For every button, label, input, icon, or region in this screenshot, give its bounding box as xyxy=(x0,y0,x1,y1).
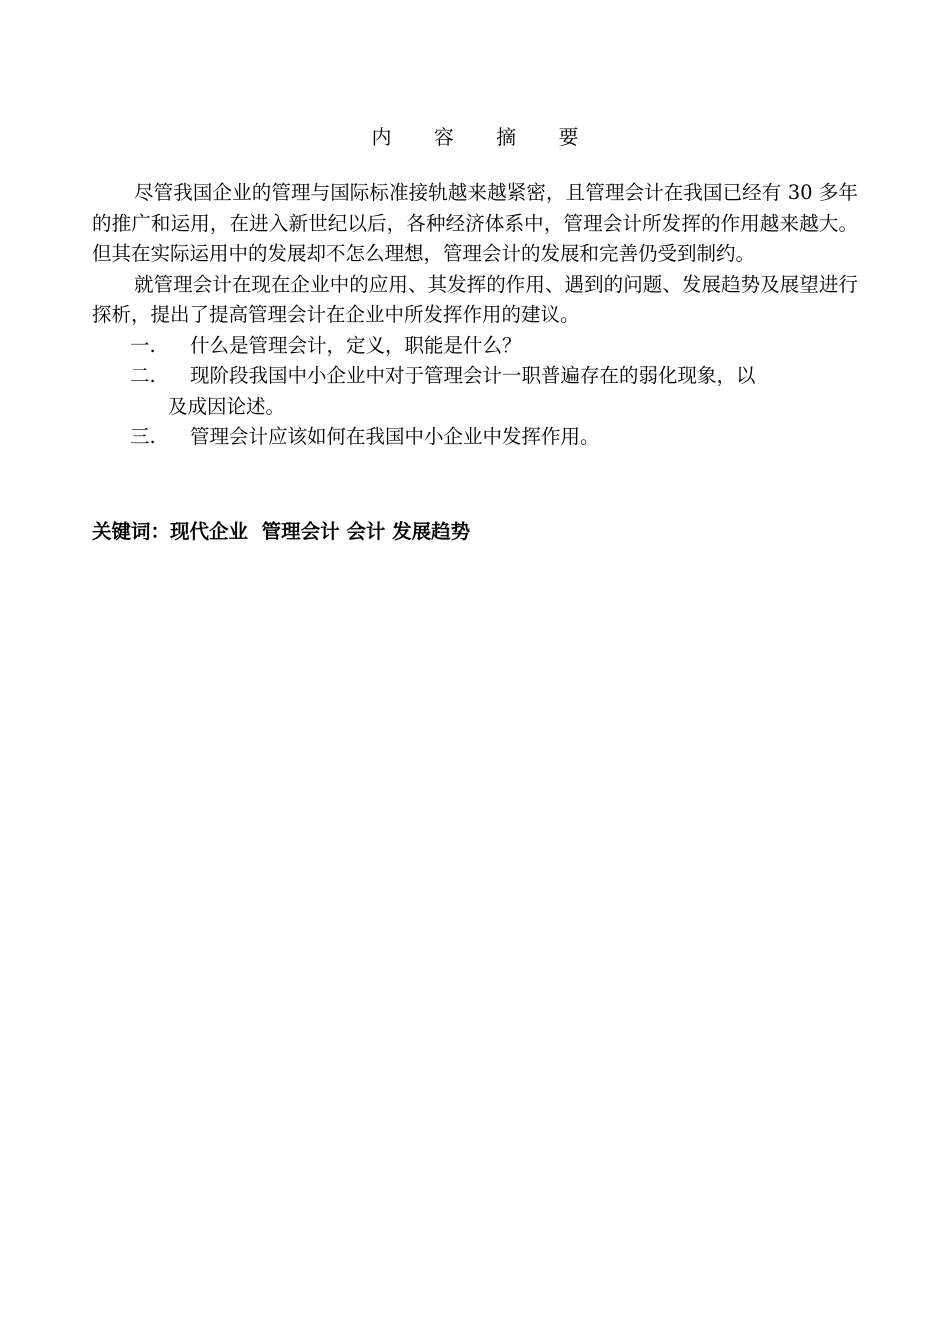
abstract-body xyxy=(92,178,858,453)
list-text: 现阶段我国中小企业中对于管理会计一职普遍存在的弱化现象，以 xyxy=(190,364,756,387)
list-item xyxy=(92,422,858,453)
list-item xyxy=(92,361,858,422)
list-number: 二. xyxy=(130,364,156,387)
list-text-block xyxy=(168,361,858,422)
list-text-continuation: 及成因论述。 xyxy=(168,394,286,418)
list-text: 什么是管理会计，定义，职能是什么？ xyxy=(190,333,522,357)
list-item xyxy=(92,331,858,362)
list-number: 一. xyxy=(130,333,156,357)
outline-list xyxy=(92,331,858,453)
abstract-paragraph-2: 就管理会计在现在企业中的应用、其发挥的作用、遇到的问题、发展趋势及展望进行探析，提出了提高管理会计在企业中所发挥作用的建议。 xyxy=(92,272,858,326)
abstract-paragraph-1: 尽管我国企业的管理与国际标准接轨越来越紧密，且管理会计在我国已经有 30 多年的推广和运用，在进入新世纪以后，各种经济体系中，管理会计所发挥的作用越来越大。但其在实际运用中的发展却不怎么理想，管理会计的发展和完善仍受到制约。 xyxy=(92,181,858,265)
keywords-line: 关键词：现代企业 管理会计 会计 发展趋势 xyxy=(92,520,471,543)
list-text: 管理会计应该如何在我国中小企业中发挥作用。 xyxy=(190,425,600,448)
list-number: 三. xyxy=(130,425,156,448)
abstract-title: 内 容 摘 要 xyxy=(371,125,597,149)
